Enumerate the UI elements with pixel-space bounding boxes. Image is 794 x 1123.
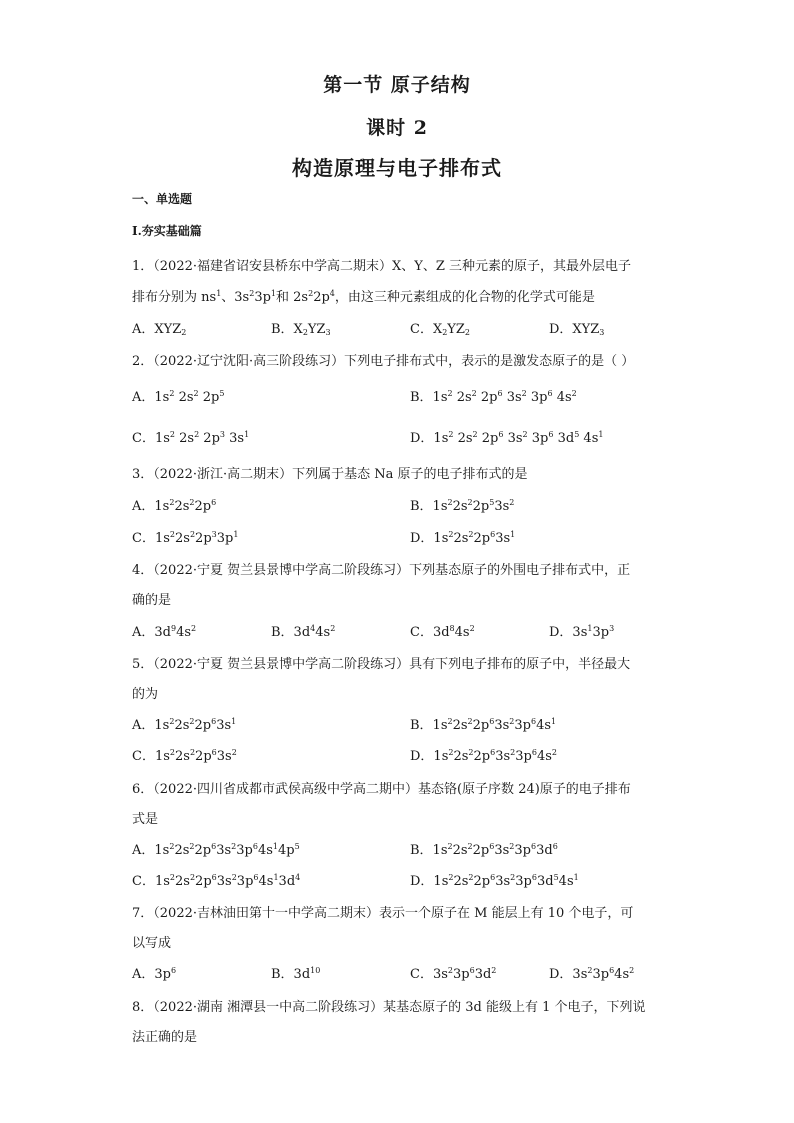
question-7-text: 7．（2022·吉林油田第十一中学高二期末）表示一个原子在 M 能层上有 10 个电子，可 — [132, 906, 634, 921]
section-heading: 一、单选题 — [132, 192, 193, 206]
q4-option-a[interactable]: A．$3d^94s^2$ — [132, 624, 197, 640]
question-7-text-cont: 以写成 — [132, 936, 172, 951]
q7-option-c[interactable]: C．$3s^23p^63d^2$ — [410, 966, 497, 982]
q4-option-d[interactable]: D．$3s^13p^3$ — [549, 624, 615, 640]
question-4-text-cont: 确的是 — [132, 593, 172, 608]
q5-option-d[interactable]: D．$1s^22s^22p^63s^23p^64s^2$ — [410, 748, 558, 764]
q7-option-b[interactable]: B．$3d^{10}$ — [271, 966, 321, 982]
q6-option-d[interactable]: D．$1s^22s^22p^63s^23p^63d^54s^1$ — [410, 873, 579, 889]
q2-option-a[interactable]: A．$1s^2$ $2s^2$ $2p^5$ — [132, 389, 225, 405]
q2-option-d[interactable]: D．$1s^2$ $2s^2$ $2p^6$ $3s^2$ $3p^6$ $3d^5$ $4s^1$ — [410, 430, 604, 446]
q6-option-a[interactable]: A．$1s^22s^22p^63s^23p^64s^14p^5$ — [132, 842, 300, 858]
question-8-text: 8．（2022·湖南 湘潭县一中高二阶段练习）某基态原子的 3d 能级上有 1 个电子，下列说 — [132, 1000, 646, 1015]
question-5-text: 5．（2022·宁夏 贺兰县景博中学高二阶段练习）具有下列电子排布的原子中，半径最大 — [132, 657, 631, 672]
q4-option-b[interactable]: B．$3d^44s^2$ — [271, 624, 336, 640]
q6-option-b[interactable]: B．$1s^22s^22p^63s^23p^63d^6$ — [410, 842, 558, 858]
q3-option-c[interactable]: C．$1s^22s^22p^33p^1$ — [132, 530, 239, 546]
q5-option-a[interactable]: A．$1s^22s^22p^63s^1$ — [132, 717, 237, 733]
question-1-text-cont: 排布分别为 $ns^1$、$3s^23p^1$和 $2s^22p^4$，由这三种元素组成的化合物的化学式可能是 — [132, 289, 595, 305]
question-5-text-cont: 的为 — [132, 687, 159, 702]
q1-option-a[interactable]: A．$XYZ_2$ — [132, 322, 187, 337]
q3-option-d[interactable]: D．$1s^22s^22p^63s^1$ — [410, 530, 516, 546]
q3-option-a[interactable]: A．$1s^22s^22p^6$ — [132, 498, 217, 514]
topic-title: 构造原理与电子排布式 — [292, 156, 502, 180]
question-8-text-cont: 法正确的是 — [132, 1030, 198, 1045]
chapter-title: 第一节 原子结构 — [323, 74, 471, 96]
q1-option-b[interactable]: B．$X_2YZ_3$ — [271, 322, 331, 337]
q7-option-a[interactable]: A．$3p^6$ — [132, 966, 177, 982]
q3-option-b[interactable]: B．$1s^22s^22p^53s^2$ — [410, 498, 515, 514]
lesson-title: 课时 2 — [366, 117, 428, 139]
q2-option-b[interactable]: B．$1s^2$ $2s^2$ $2p^6$ $3s^2$ $3p^6$ $4s^2$ — [410, 389, 577, 405]
q5-option-c[interactable]: C．$1s^22s^22p^63s^2$ — [132, 748, 237, 764]
q6-option-c[interactable]: C．$1s^22s^22p^63s^23p^64s^13d^4$ — [132, 873, 301, 889]
question-4-text: 4．（2022·宁夏 贺兰县景博中学高二阶段练习）下列基态原子的外围电子排布式中，正 — [132, 563, 631, 578]
question-2-text: 2．（2022·辽宁沈阳·高三阶段练习）下列电子排布式中，表示的是激发态原子的是（ ） — [132, 354, 635, 369]
q5-option-b[interactable]: B．$1s^22s^22p^63s^23p^64s^1$ — [410, 717, 557, 733]
q4-option-c[interactable]: C．$3d^84s^2$ — [410, 624, 475, 640]
subsection-heading: Ⅰ.夯实基础篇 — [132, 224, 202, 238]
q1-option-d[interactable]: D．$XYZ_3$ — [549, 322, 605, 337]
question-3-text: 3．（2022·浙江·高二期末）下列属于基态 Na 原子的电子排布式的是 — [132, 467, 528, 482]
q1-option-c[interactable]: C．$X_2YZ_2$ — [410, 322, 471, 337]
question-6-text-cont: 式是 — [132, 812, 159, 827]
question-6-text: 6．（2022·四川省成都市武侯高级中学高二期中）基态铬(原子序数 24)原子的电子排布 — [132, 782, 631, 797]
q7-option-d[interactable]: D．$3s^23p^64s^2$ — [549, 966, 635, 982]
question-1-text: 1．（2022·福建省诏安县桥东中学高二期末）X、Y、Z 三种元素的原子，其最外层电子 — [132, 259, 631, 274]
q2-option-c[interactable]: C．$1s^2$ $2s^2$ $2p^3$ $3s^1$ — [132, 430, 250, 446]
